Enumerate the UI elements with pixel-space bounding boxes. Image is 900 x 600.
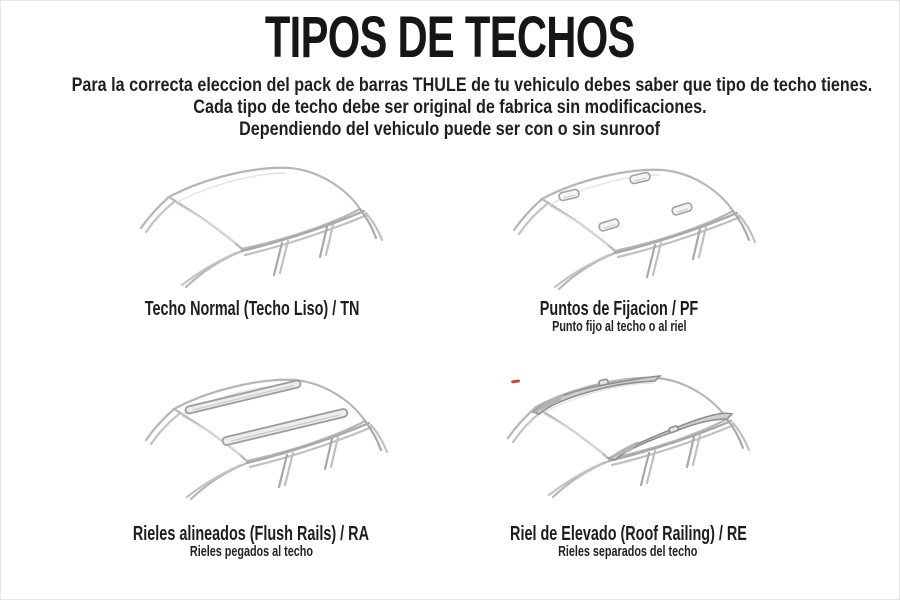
- pf-subcaption-text: Punto fijo al techo o al riel: [551, 318, 687, 335]
- re-caption-text: Riel de Elevado (Roof Railing) / RE: [509, 523, 747, 545]
- page-title: [1, 5, 899, 70]
- ra-subcaption-text: Rieles pegados al techo: [189, 543, 313, 560]
- flush-rails-roof-icon: [141, 373, 391, 513]
- ra-figure: [141, 373, 391, 513]
- fixpoint-roof-icon: [509, 163, 759, 303]
- raised-railing-roof-icon: [503, 371, 753, 511]
- re-subcaption-text: Rieles separados del techo: [558, 543, 698, 560]
- pf-caption: [419, 299, 819, 319]
- intro-line-1: Para la correcta eleccion del pack de barras THULE de tu vehiculo debes saber que tipo de techo tienes.: [71, 75, 873, 96]
- pf-caption-text: Puntos de Fijacion / PF: [539, 298, 699, 320]
- tn-caption: [52, 299, 452, 319]
- ra-caption: [51, 524, 451, 544]
- page-title-text: TIPOS DE TECHOS: [265, 5, 635, 70]
- smooth-roof-icon: [136, 161, 386, 301]
- intro-line-2: Cada tipo de techo debe ser original de fabrica sin modificaciones.: [193, 97, 707, 118]
- re-subcaption: [428, 544, 828, 560]
- re-caption: [428, 524, 828, 544]
- ra-subcaption: [51, 544, 451, 560]
- red-artifact-mark: [511, 379, 520, 383]
- pf-subcaption: [419, 319, 819, 335]
- intro-paragraph: [1, 75, 899, 141]
- pf-figure: [509, 163, 759, 303]
- ra-caption-text: Rieles alineados (Flush Rails) / RA: [132, 523, 370, 545]
- re-figure: [503, 371, 753, 511]
- tn-figure: [136, 161, 386, 301]
- tn-caption-text: Techo Normal (Techo Liso) / TN: [144, 298, 360, 320]
- intro-line-3: Dependiendo del vehiculo puede ser con o sin sunroof: [239, 119, 661, 140]
